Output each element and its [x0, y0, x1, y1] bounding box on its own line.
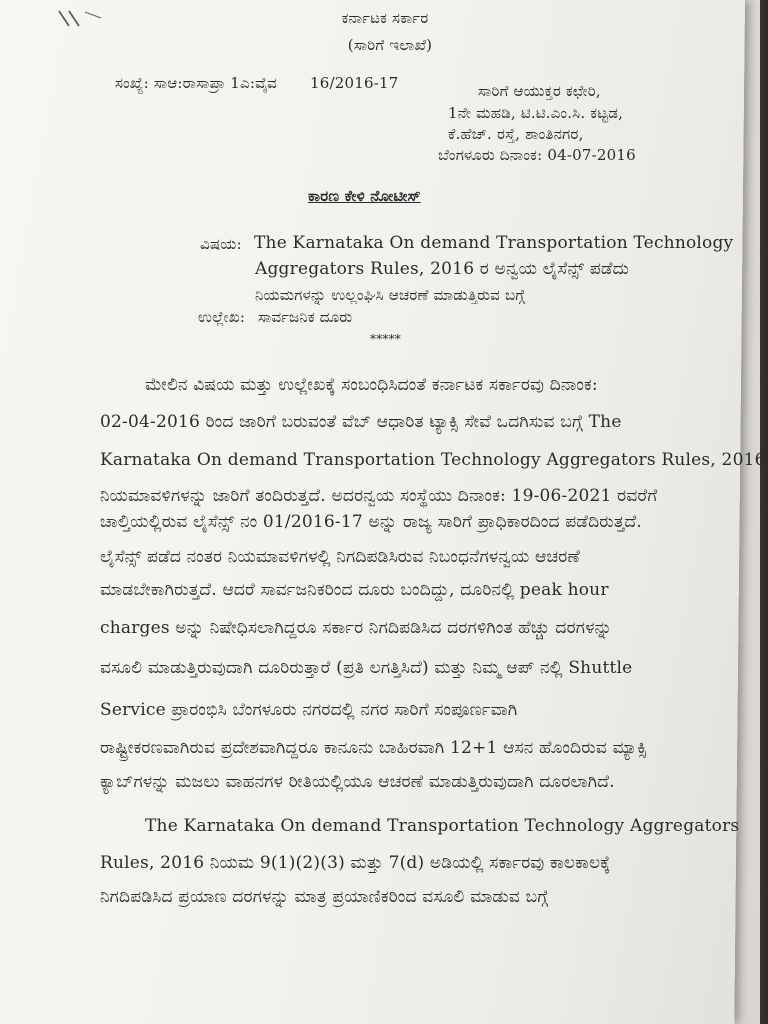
reference-label-2: ಉಲ್ಲೇಖ: [198, 308, 246, 326]
body-line-5: ಚಾಲ್ತಿಯಲ್ಲಿರುವ ಲೈಸೆನ್ಸ್ ನಂ 01/2016-17 ಅನ್ನು ರಾಜ್ಯ ಸಾರಿಗೆ ಪ್ರಾಧಿಕಾರದಿಂದ ಪಡೆದಿರುತ್ತದೆ. [100, 512, 642, 532]
body-line-15: ನಿಗದಿಪಡಿಸಿದ ಪ್ರಯಾಣ ದರಗಳನ್ನು ಮಾತ್ರ ಪ್ರಯಾಣಿಕರಿಂದ ವಸೂಲಿ ಮಾಡುವ ಬಗ್ಗೆ [100, 887, 549, 907]
separator-stars: ***** [370, 332, 401, 346]
body-line-10: Service ಪ್ರಾರಂಭಿಸಿ ಬೆಂಗಳೂರು ನಗರದಲ್ಲಿ ನಗರ ಸಾರಿಗೆ ಸಂಪೂರ್ಣವಾಗಿ [100, 700, 518, 720]
page-title: ಕಾರಣ ಕೇಳಿ ನೋಟೀಸ್ [308, 187, 421, 205]
subject-line-1: The Karnataka On demand Transportation Technology [254, 233, 734, 253]
office-line-2: 1ನೇ ಮಹಡಿ, ಟಿ.ಟಿ.ಎಂ.ಸಿ. ಕಟ್ಟಡ, [448, 104, 624, 122]
body-line-7: ಮಾಡಬೇಕಾಗಿರುತ್ತದೆ. ಆದರೆ ಸಾರ್ವಜನಿಕರಿಂದ ದೂರು ಬಂದಿದ್ದು, ದೂರಿನಲ್ಲಿ peak hour [100, 580, 609, 600]
reference-number: 16/2016-17 [310, 74, 399, 92]
reference-label: ಸಂಖ್ಯೆ: ಸಾಆ:ರಾಸಾಪ್ರಾ 1ಎ:ವೈವ [115, 74, 277, 92]
body-line-1: ಮೇಲಿನ ವಿಷಯ ಮತ್ತು ಉಲ್ಲೇಖಕ್ಕೆ ಸಂಬಂಧಿಸಿದಂತೆ ಕರ್ನಾಟಕ ಸರ್ಕಾರವು ದಿನಾಂಕ: [145, 375, 598, 395]
body-line-2: 02-04-2016 ರಿಂದ ಜಾರಿಗೆ ಬರುವಂತೆ ವೆಬ್ ಆಧಾರಿತ ಟ್ಯಾಕ್ಸಿ ಸೇವೆ ಒದಗಿಸುವ ಬಗ್ಗೆ The [100, 412, 622, 432]
body-line-4: ನಿಯಮಾವಳಿಗಳನ್ನು ಜಾರಿಗೆ ತಂದಿರುತ್ತದೆ. ಅದರನ್ವಯ ಸಂಸ್ಥೆಯು ದಿನಾಂಕ: 19-06-2021 ರವರೆಗೆ [100, 486, 658, 506]
body-line-8: charges ಅನ್ನು ನಿಷೇಧಿಸಲಾಗಿದ್ದರೂ ಸರ್ಕಾರ ನಿಗದಿಪಡಿಸಿದ ದರಗಳಿಗಿಂತ ಹೆಚ್ಚು ದರಗಳನ್ನು [100, 618, 612, 638]
header-org: ಕರ್ನಾಟಕ ಸರ್ಕಾರ [341, 9, 429, 27]
body-line-12: ಕ್ಯಾಬ್‌ಗಳನ್ನು ಮಜಲು ವಾಹನಗಳ ರೀತಿಯಲ್ಲಿಯೂ ಆಚರಣೆ ಮಾಡುತ್ತಿರುವುದಾಗಿ ದೂರಲಾಗಿದೆ. [100, 772, 615, 792]
office-line-3: ಕೆ.ಹೆಚ್. ರಸ್ತೆ, ಶಾಂತಿನಗರ, [448, 125, 584, 143]
body-line-11: ರಾಷ್ಟ್ರೀಕರಣವಾಗಿರುವ ಪ್ರದೇಶವಾಗಿದ್ದರೂ ಕಾನೂನು ಬಾಹಿರವಾಗಿ 12+1 ಆಸನ ಹೊಂದಿರುವ ಮ್ಯಾಕ್ಸಿ [100, 738, 648, 758]
reference-text: ಸಾರ್ವಜನಿಕ ದೂರು [258, 308, 353, 326]
body-line-6: ಲೈಸೆನ್ಸ್ ಪಡೆದ ನಂತರ ನಿಯಮಾವಳಿಗಳಲ್ಲಿ ನಿಗದಿಪಡಿಸಿರುವ ನಿಬಂಧನೆಗಳನ್ವಯ ಆಚರಣೆ [100, 547, 581, 567]
body-line-14: Rules, 2016 ನಿಯಮ 9(1)(2)(3) ಮತ್ತು 7(d) ಅಡಿಯಲ್ಲಿ ಸರ್ಕಾರವು ಕಾಲಕಾಲಕ್ಕೆ [100, 853, 611, 873]
body-line-3: Karnataka On demand Transportation Technology Aggregators Rules, 2016 [100, 450, 766, 470]
body-line-9: ವಸೂಲಿ ಮಾಡುತ್ತಿರುವುದಾಗಿ ದೂರಿರುತ್ತಾರೆ (ಪ್ರತಿ ಲಗತ್ತಿಸಿದೆ) ಮತ್ತು ನಿಮ್ಮ ಆಪ್ ನಲ್ಲಿ Shuttle [100, 658, 633, 678]
subject-line-3: ನಿಯಮಗಳನ್ನು ಉಲ್ಲಂಘಿಸಿ ಆಚರಣೆ ಮಾಡುತ್ತಿರುವ ಬಗ್ಗೆ [255, 286, 526, 304]
subject-line-2: Aggregators Rules, 2016 ರ ಅನ್ವಯ ಲೈಸೆನ್ಸ್ ಪಡೆದು [255, 259, 630, 279]
subject-label: ವಿಷಯ: [200, 235, 242, 253]
body-line-13: The Karnataka On demand Transportation Technology Aggregators [145, 816, 740, 836]
office-line-1: ಸಾರಿಗೆ ಆಯುಕ್ತರ ಕಛೇರಿ, [478, 82, 601, 100]
header-dept: (ಸಾರಿಗೆ ಇಲಾಖೆ) [347, 36, 433, 54]
office-date: ಬೆಂಗಳೂರು ದಿನಾಂಕ: 04-07-2016 [438, 146, 636, 164]
pen-mark-icon [55, 8, 105, 30]
